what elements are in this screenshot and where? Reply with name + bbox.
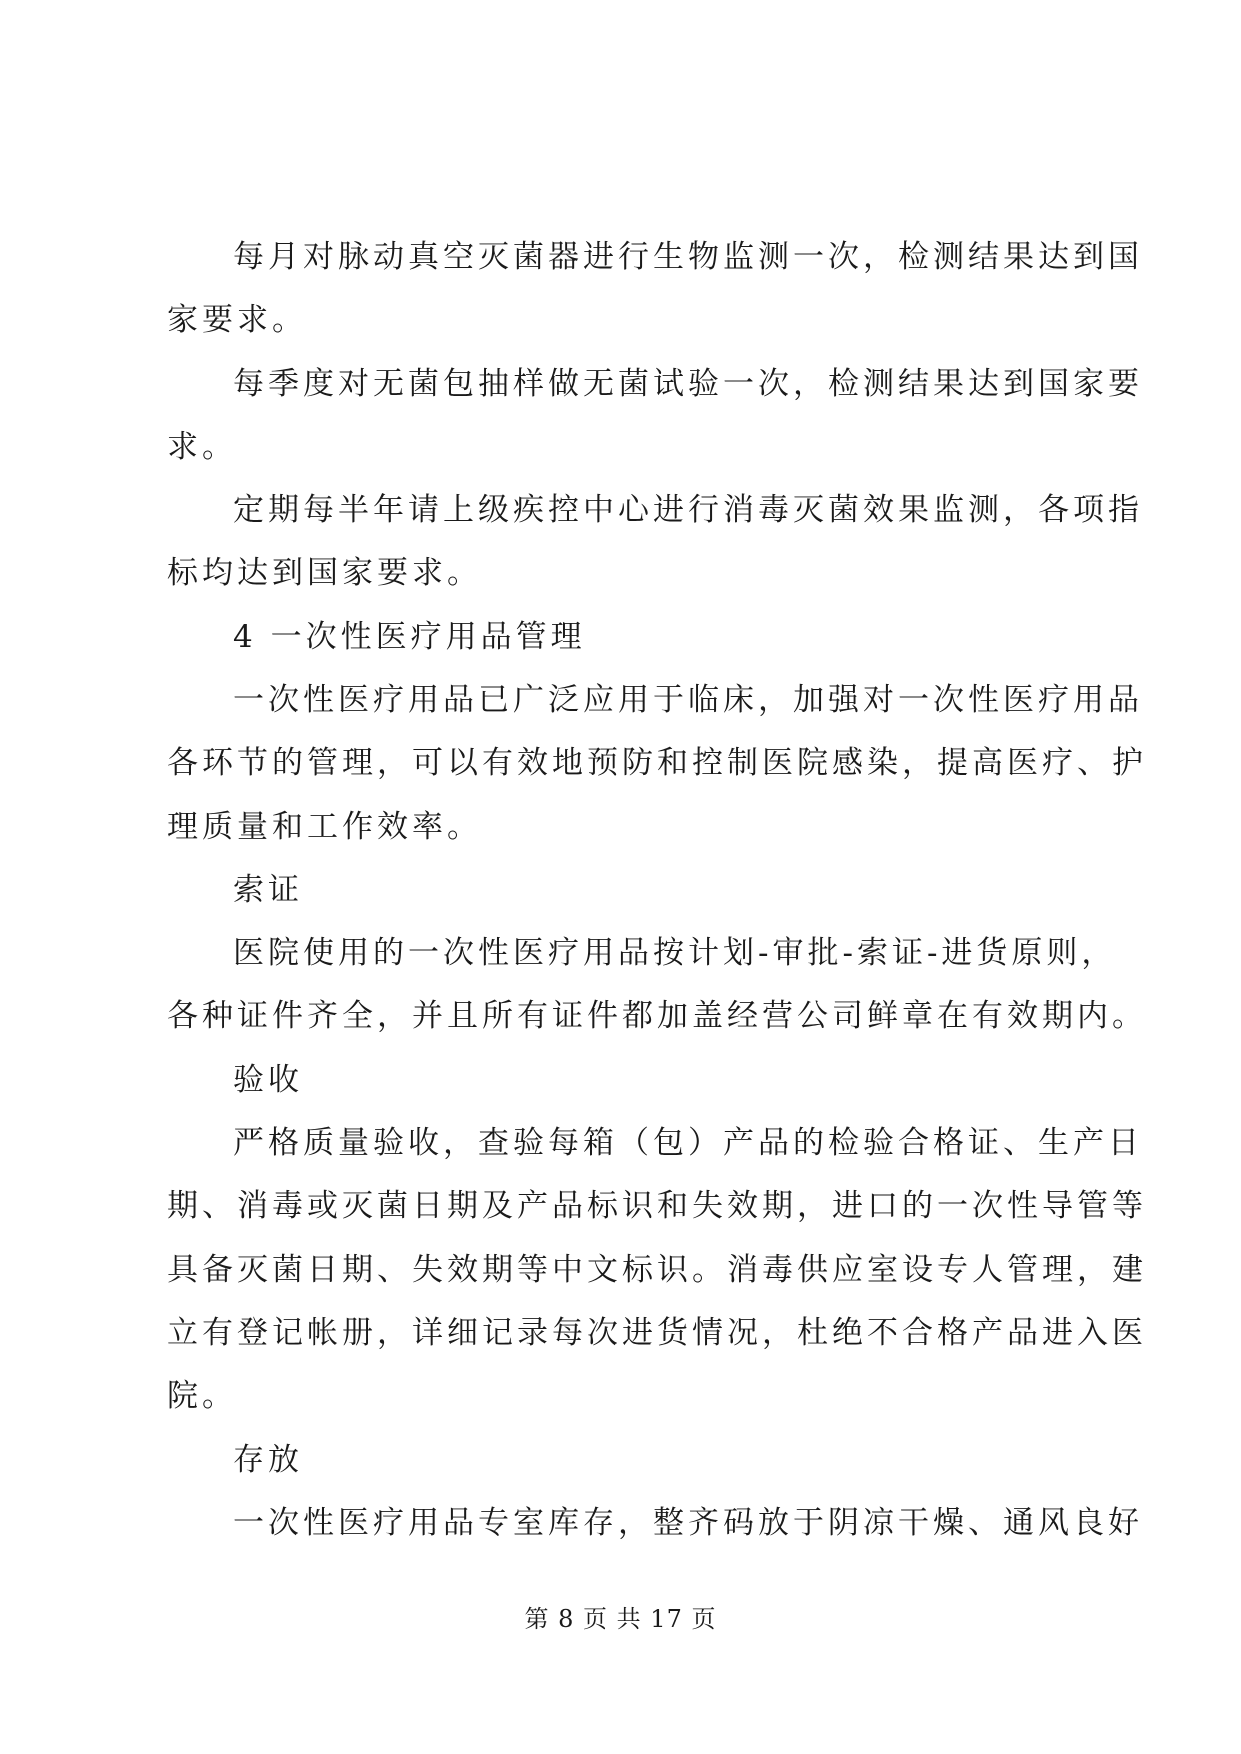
text-line: 各种证件齐全，并且所有证件都加盖经营公司鲜章在有效期内。 bbox=[167, 998, 1147, 1034]
text-line: 期、消毒或灭菌日期及产品标识和失效期，进口的一次性导管等 bbox=[167, 1188, 1147, 1224]
text-line: 一次性医疗用品已广泛应用于临床，加强对一次性医疗用品 bbox=[233, 682, 1143, 718]
text-line: 求。 bbox=[167, 429, 237, 465]
text-line: 严格质量验收，查验每箱（包）产品的检验合格证、生产日 bbox=[233, 1125, 1143, 1161]
subsection-heading: 验收 bbox=[233, 1062, 303, 1098]
text-line: 家要求。 bbox=[167, 302, 307, 338]
text-line: 每月对脉动真空灭菌器进行生物监测一次，检测结果达到国 bbox=[233, 239, 1143, 275]
text-line: 一次性医疗用品专室库存，整齐码放于阴凉干燥、通风良好 bbox=[233, 1505, 1143, 1541]
section-heading: 4 一次性医疗用品管理 bbox=[233, 619, 586, 655]
text-line: 医院使用的一次性医疗用品按计划-审批-索证-进货原则， bbox=[233, 935, 1117, 971]
text-line: 定期每半年请上级疾控中心进行消毒灭菌效果监测，各项指 bbox=[233, 492, 1143, 528]
text-line: 理质量和工作效率。 bbox=[167, 809, 482, 845]
page-number-footer: 第 8 页 共 17 页 bbox=[524, 1605, 717, 1633]
subsection-heading: 存放 bbox=[233, 1442, 303, 1478]
text-line: 每季度对无菌包抽样做无菌试验一次，检测结果达到国家要 bbox=[233, 366, 1143, 402]
text-line: 标均达到国家要求。 bbox=[167, 555, 482, 591]
text-line: 立有登记帐册，详细记录每次进货情况，杜绝不合格产品进入医 bbox=[167, 1315, 1147, 1351]
text-line: 各环节的管理，可以有效地预防和控制医院感染，提高医疗、护 bbox=[167, 745, 1147, 781]
subsection-heading: 索证 bbox=[233, 872, 303, 908]
text-line: 具备灭菌日期、失效期等中文标识。消毒供应室设专人管理，建 bbox=[167, 1252, 1147, 1288]
text-line: 院。 bbox=[167, 1378, 237, 1414]
